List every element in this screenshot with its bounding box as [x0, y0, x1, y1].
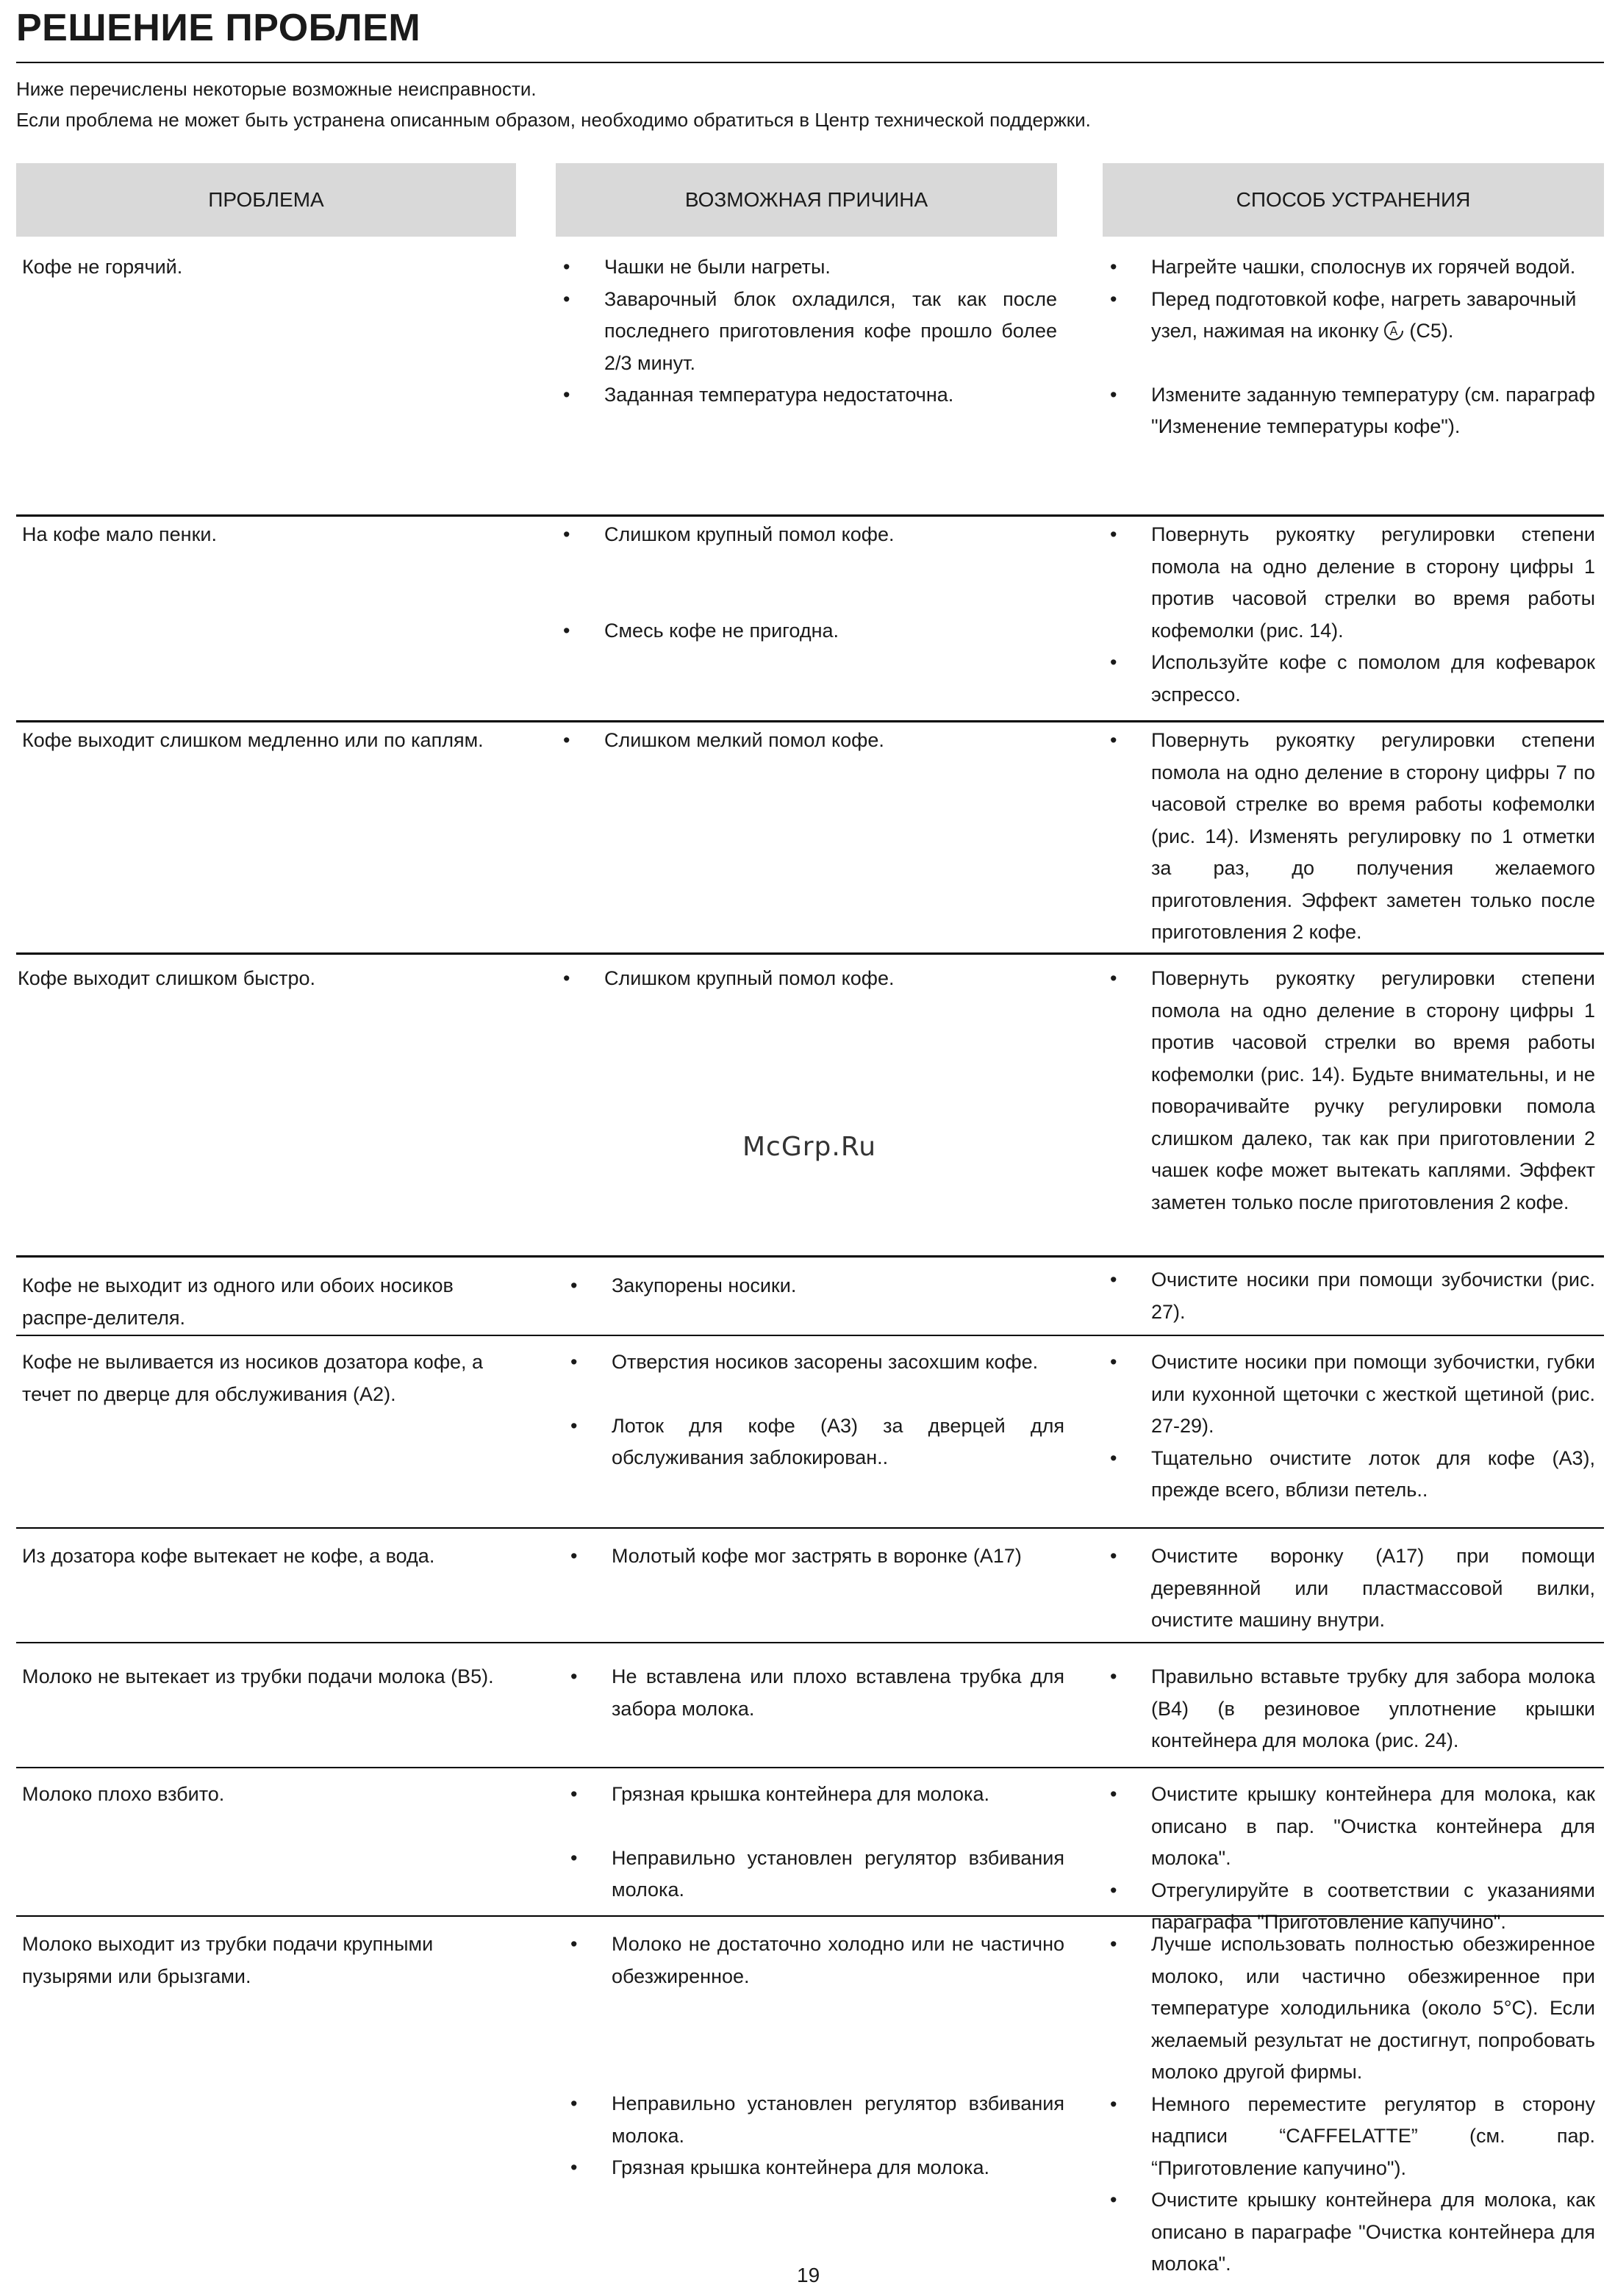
cause-item: • Молотый кофе мог застрять в воронке (A17): [563, 1540, 1064, 1573]
intro-text: [16, 73, 1091, 135]
cause-item: • Заданная температура недостаточна.: [556, 379, 1057, 412]
solution-item: • Измените заданную температуру (см. параграф "Изменение температуры кофе").: [1103, 379, 1595, 443]
solution-text: Перед подготовкой кофе, нагреть заварочный узел, нажимая на иконку: [1151, 287, 1577, 342]
intro-line-1: Ниже перечислены некоторые возможные неисправности.: [16, 78, 537, 100]
row-divider: [16, 1335, 1604, 1336]
cause-item: • Лоток для кофе (A3) за дверцей для обслуживания заблокирован..: [563, 1410, 1064, 1474]
cause-item: • Слишком крупный помол кофе.: [556, 963, 1057, 995]
header-solution: СПОСОБ УСТРАНЕНИЯ: [1103, 163, 1604, 237]
row-10-solutions: [1103, 1929, 1595, 2281]
cause-item: • Неправильно установлен регулятор взбивания молока.: [563, 1843, 1064, 1906]
row-9-solutions: [1103, 1779, 1595, 1939]
row-divider: [16, 1527, 1604, 1529]
row-7-causes: [563, 1540, 1064, 1573]
row-2-solutions: [1103, 519, 1595, 711]
solution-item: • Очистите носики при помощи зубочистки (рис. 27).: [1103, 1264, 1595, 1328]
row-5-problem: Кофе не выходит из одного или обоих носиков распре-делителя.: [22, 1274, 454, 1329]
row-9-problem: Молоко плохо взбито.: [22, 1783, 225, 1805]
solution-item: • Нагрейте чашки, сполоснув их горячей водой.: [1103, 251, 1595, 284]
cause-item: • Грязная крышка контейнера для молока.: [563, 1779, 1064, 1811]
row-10-problem: Молоко выходит из трубки подачи крупными пузырями или брызгами.: [22, 1933, 434, 1987]
row-7-solutions: [1103, 1540, 1595, 1637]
cause-item: • Слишком мелкий помол кофе.: [556, 725, 1057, 757]
solution-item: • Отрегулируйте в соответствии с указаниями параграфа "Приготовление капучино".: [1103, 1875, 1595, 1939]
solution-item: • Повернуть рукоятку регулировки степени помола на одно деление в сторону цифры 7 по часовой стрелке во время работы кофемолки (рис. 14). Изменять регулировку по 1 отметки за раз, до получения желаемого приготовления. Эффект заметен только после приготовления 2 кофе.: [1103, 725, 1595, 949]
cause-item: • Закупорены носики.: [563, 1270, 1064, 1302]
intro-line-2: Если проблема не может быть устранена описанным образом, необходимо обратиться в Центр технической поддержки.: [16, 109, 1091, 131]
row-8-solutions: [1103, 1661, 1595, 1757]
row-4-problem: Кофе выходит слишком быстро.: [18, 967, 316, 989]
row-5-solutions: [1103, 1264, 1595, 1328]
row-divider: [16, 1767, 1604, 1768]
cause-item: • Отверстия носиков засорены засохшим кофе.: [563, 1346, 1064, 1379]
cause-item: • Не вставлена или плохо вставлена трубка для забора молока.: [563, 1661, 1064, 1725]
cause-item: • Слишком крупный помол кофе.: [556, 519, 1057, 551]
svg-text:A: A: [1389, 324, 1398, 338]
row-divider: [16, 1255, 1604, 1258]
row-divider: [16, 514, 1604, 517]
row-3-solutions: [1103, 725, 1595, 949]
row-3-problem: Кофе выходит слишком медленно или по каплям.: [22, 729, 484, 751]
page-title: РЕШЕНИЕ ПРОБЛЕМ: [16, 7, 421, 49]
row-8-causes: [563, 1661, 1064, 1725]
solution-item: • Лучше использовать полностью обезжиренное молоко, или частично обезжиренное при температуре холодильника (около 5°C). Если желаемый результат не достигнут, попробовать молоко другой фирмы.: [1103, 1929, 1595, 2089]
solution-item: • Повернуть рукоятку регулировки степени помола на одно деление в сторону цифры 1 против часовой стрелки во время работы кофемолки (рис. 14).: [1103, 519, 1595, 647]
row-1-causes: [556, 251, 1057, 412]
row-9-causes: [563, 1779, 1064, 1906]
solution-item: • Немного переместите регулятор в сторону надписи “CAFFELATTE” (см. пар. “Приготовление капучино").: [1103, 2089, 1595, 2185]
title-divider: [16, 62, 1604, 63]
row-8-problem: Молоко не вытекает из трубки подачи молока (B5).: [22, 1665, 494, 1687]
solution-item: • Очистите крышку контейнера для молока, как описано в пар. "Очистка контейнера для молока".: [1103, 1779, 1595, 1875]
row-7-problem: Из дозатора кофе вытекает не кофе, а вода.: [22, 1545, 435, 1567]
coffee-rinse-icon: [1383, 320, 1405, 342]
row-5-causes: [563, 1270, 1064, 1302]
solution-item: • Тщательно очистите лоток для кофе (A3), прежде всего, вблизи петель..: [1103, 1443, 1595, 1507]
row-divider: [16, 953, 1604, 955]
solution-item: [1103, 284, 1595, 348]
row-3-causes: [556, 725, 1057, 757]
row-divider: [16, 1642, 1604, 1643]
solution-item: • Правильно вставьте трубку для забора молока (B4) (в резиновое уплотнение крышки контейнера для молока (рис. 24).: [1103, 1661, 1595, 1757]
solution-item: • Повернуть рукоятку регулировки степени помола на одно деление в сторону цифры 1 против часовой стрелки во время работы кофемолки (рис. 14). Будьте внимательны, и не поворачивайте ручку регулировки помола слишком далеко, так как при приготовлении 2 чашек кофе может вытекать каплями. Эффект заметен только после приготовления 2 кофе.: [1103, 963, 1595, 1219]
cause-item: • Заварочный блок охладился, так как после последнего приготовления кофе прошло более 2/3 минут.: [556, 284, 1057, 380]
cause-item: • Грязная крышка контейнера для молока.: [563, 2152, 1064, 2184]
solution-item: • Используйте кофе с помолом для кофеварок эспрессо.: [1103, 647, 1595, 711]
row-4-causes: [556, 963, 1057, 995]
cause-item: • Смесь кофе не пригодна.: [556, 615, 1057, 647]
header-problem: ПРОБЛЕМА: [16, 163, 516, 237]
cause-item: • Молоко не достаточно холодно или не частично обезжиренное.: [563, 1929, 1064, 1992]
row-2-problem: На кофе мало пенки.: [22, 523, 217, 545]
solution-item: • Очистите носики при помощи зубочистки, губки или кухонной щеточки с жесткой щетиной (рис. 27-29).: [1103, 1346, 1595, 1443]
solution-item: • Очистите воронку (A17) при помощи деревянной или пластмассовой вилки, очистите машину внутри.: [1103, 1540, 1595, 1637]
row-divider: [16, 720, 1604, 722]
cause-item: • Неправильно установлен регулятор взбивания молока.: [563, 2088, 1064, 2152]
row-1-problem: Кофе не горячий.: [22, 256, 183, 278]
header-cause: ВОЗМОЖНАЯ ПРИЧИНА: [556, 163, 1057, 237]
row-4-solutions: [1103, 963, 1595, 1219]
watermark: McGrp.Ru: [742, 1132, 877, 1162]
row-1-solutions: [1103, 251, 1595, 443]
solution-suffix: (C5).: [1409, 320, 1454, 342]
page-number: 19: [797, 2264, 820, 2286]
row-6-causes: [563, 1346, 1064, 1474]
cause-item: • Чашки не были нагреты.: [556, 251, 1057, 284]
row-6-problem: Кофе не выливается из носиков дозатора кофе, а течет по дверце для обслуживания (A2).: [22, 1351, 484, 1405]
row-2-causes: [556, 519, 1057, 647]
row-divider: [16, 1915, 1604, 1917]
solution-item: • Очистите крышку контейнера для молока, как описано в параграфе "Очистка контейнера для молока".: [1103, 2184, 1595, 2281]
row-10-causes: [563, 1929, 1064, 2184]
row-6-solutions: [1103, 1346, 1595, 1507]
